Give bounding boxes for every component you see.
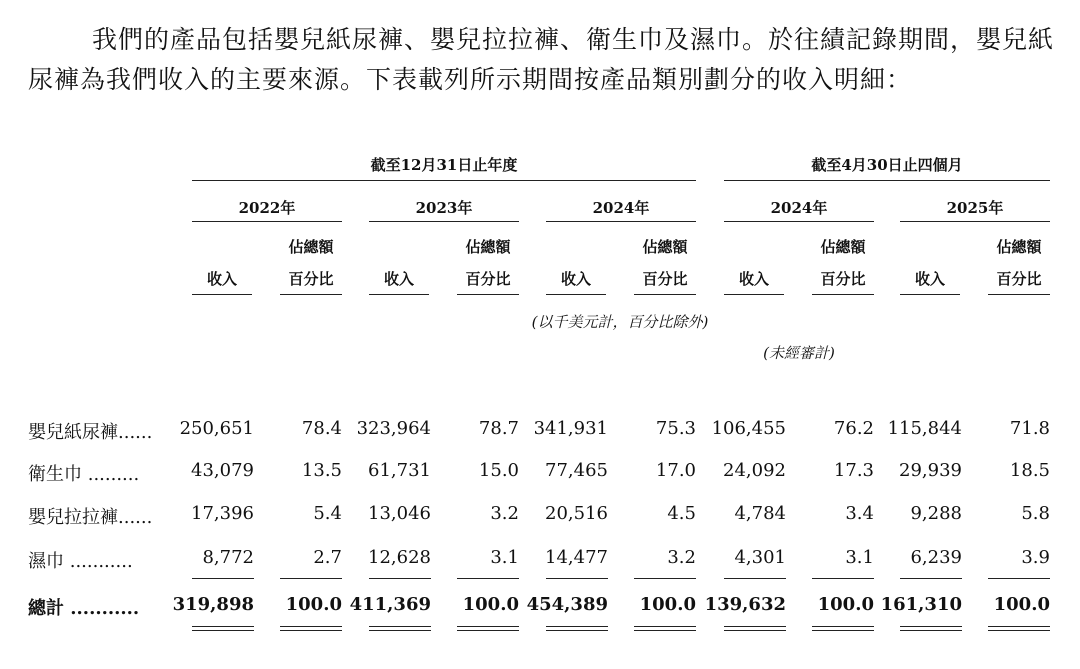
period-annual-header: 截至12月31日止年度 <box>370 156 518 174</box>
revenue-cell: 4,301 <box>734 547 786 568</box>
period-four-months-header: 截至4月30日止四個月 <box>811 156 963 174</box>
col-rule <box>812 294 874 295</box>
pct-cell: 15.0 <box>478 460 519 481</box>
total-revenue-cell: 454,389 <box>526 594 608 615</box>
year-rule <box>192 221 342 222</box>
year-header: 2024年 <box>592 199 650 217</box>
revenue-cell: 17,396 <box>191 503 254 524</box>
pct-cell: 17.3 <box>833 460 874 481</box>
col-pct-header-line2: 百分比 <box>465 270 511 288</box>
col-revenue-header: 收入 <box>738 270 769 288</box>
pct-cell: 2.7 <box>313 547 342 568</box>
col-pct-header-line1: 佔總額 <box>642 238 688 256</box>
col-pct-header-line2: 百分比 <box>820 270 866 288</box>
total-revenue-cell: 319,898 <box>172 594 254 615</box>
subtotal-rule <box>192 578 254 579</box>
year-header: 2022年 <box>238 199 296 217</box>
revenue-cell: 13,046 <box>368 503 431 524</box>
revenue-cell: 43,079 <box>191 460 254 481</box>
total-double-rule <box>900 626 962 631</box>
total-label: 總計 ........... <box>28 598 140 619</box>
pct-cell: 3.9 <box>1021 547 1050 568</box>
col-rule <box>192 294 252 295</box>
total-double-rule <box>546 626 608 631</box>
revenue-cell: 6,239 <box>910 547 962 568</box>
pct-cell: 3.1 <box>490 547 519 568</box>
col-revenue-header: 收入 <box>560 270 591 288</box>
pct-cell: 3.2 <box>667 547 696 568</box>
total-revenue-cell: 161,310 <box>880 594 962 615</box>
col-pct-header-line2: 百分比 <box>642 270 688 288</box>
period-four-months-rule <box>724 180 1050 181</box>
pct-cell: 5.8 <box>1021 503 1050 524</box>
total-double-rule <box>369 626 431 631</box>
row-label: 衛生巾 ......... <box>28 464 140 485</box>
subtotal-rule <box>988 578 1050 579</box>
unaudited-note: (未經審計) <box>763 344 835 362</box>
row-label: 嬰兒拉拉褲...... <box>28 507 153 528</box>
pct-cell: 78.7 <box>478 418 519 439</box>
revenue-cell: 115,844 <box>887 418 962 439</box>
year-header: 2025年 <box>946 199 1004 217</box>
year-rule <box>724 221 874 222</box>
revenue-cell: 106,455 <box>711 418 786 439</box>
col-pct-header-line1: 佔總額 <box>820 238 866 256</box>
col-rule <box>900 294 960 295</box>
subtotal-rule <box>280 578 342 579</box>
col-rule <box>280 294 342 295</box>
pct-cell: 5.4 <box>313 503 342 524</box>
subtotal-rule <box>369 578 431 579</box>
total-pct-cell: 100.0 <box>462 594 519 615</box>
total-pct-cell: 100.0 <box>817 594 874 615</box>
pct-cell: 18.5 <box>1009 460 1050 481</box>
col-rule <box>546 294 606 295</box>
revenue-cell: 4,784 <box>734 503 786 524</box>
col-revenue-header: 收入 <box>206 270 237 288</box>
subtotal-rule <box>900 578 962 579</box>
total-double-rule <box>724 626 786 631</box>
subtotal-rule <box>724 578 786 579</box>
col-rule <box>457 294 519 295</box>
revenue-cell: 12,628 <box>368 547 431 568</box>
revenue-cell: 24,092 <box>723 460 786 481</box>
total-double-rule <box>812 626 874 631</box>
pct-cell: 17.0 <box>655 460 696 481</box>
row-label: 嬰兒紙尿褲...... <box>28 422 153 443</box>
col-rule <box>724 294 784 295</box>
pct-cell: 75.3 <box>655 418 696 439</box>
pct-cell: 3.2 <box>490 503 519 524</box>
year-header: 2024年 <box>770 199 828 217</box>
total-pct-cell: 100.0 <box>639 594 696 615</box>
year-rule <box>369 221 519 222</box>
year-header: 2023年 <box>415 199 473 217</box>
col-rule <box>369 294 429 295</box>
total-double-rule <box>192 626 254 631</box>
revenue-cell: 9,288 <box>910 503 962 524</box>
col-rule <box>988 294 1050 295</box>
year-rule <box>900 221 1050 222</box>
revenue-cell: 77,465 <box>545 460 608 481</box>
pct-cell: 13.5 <box>301 460 342 481</box>
revenue-cell: 20,516 <box>545 503 608 524</box>
col-pct-header-line1: 佔總額 <box>288 238 334 256</box>
col-revenue-header: 收入 <box>914 270 945 288</box>
col-pct-header-line1: 佔總額 <box>996 238 1042 256</box>
revenue-cell: 14,477 <box>545 547 608 568</box>
total-double-rule <box>457 626 519 631</box>
total-double-rule <box>280 626 342 631</box>
revenue-cell: 8,772 <box>202 547 254 568</box>
subtotal-rule <box>457 578 519 579</box>
pct-cell: 71.8 <box>1009 418 1050 439</box>
total-revenue-cell: 411,369 <box>349 594 431 615</box>
revenue-cell: 323,964 <box>356 418 431 439</box>
subtotal-rule <box>546 578 608 579</box>
col-rule <box>634 294 696 295</box>
col-revenue-header: 收入 <box>383 270 414 288</box>
col-pct-header-line2: 百分比 <box>288 270 334 288</box>
revenue-cell: 341,931 <box>533 418 608 439</box>
total-double-rule <box>634 626 696 631</box>
col-pct-header-line2: 百分比 <box>996 270 1042 288</box>
intro-paragraph: 我們的產品包括嬰兒紙尿褲、嬰兒拉拉褲、衛生巾及濕巾。於往績記錄期間，嬰兒紙尿褲為我們收入的主要來源。下表載列所示期間按產品類別劃分的收入明細： <box>28 25 1055 94</box>
total-pct-cell: 100.0 <box>285 594 342 615</box>
pct-cell: 3.4 <box>845 503 874 524</box>
pct-cell: 78.4 <box>301 418 342 439</box>
subtotal-rule <box>812 578 874 579</box>
pct-cell: 76.2 <box>833 418 874 439</box>
total-double-rule <box>988 626 1050 631</box>
pct-cell: 4.5 <box>667 503 696 524</box>
total-pct-cell: 100.0 <box>993 594 1050 615</box>
col-pct-header-line1: 佔總額 <box>465 238 511 256</box>
revenue-cell: 61,731 <box>368 460 431 481</box>
period-annual-rule <box>192 180 696 181</box>
year-rule <box>546 221 696 222</box>
pct-cell: 3.1 <box>845 547 874 568</box>
revenue-cell: 29,939 <box>899 460 962 481</box>
unit-note: (以千美元計，百分比除外) <box>531 313 709 331</box>
total-revenue-cell: 139,632 <box>704 594 786 615</box>
row-label: 濕巾 ........... <box>28 551 133 572</box>
subtotal-rule <box>634 578 696 579</box>
revenue-cell: 250,651 <box>179 418 254 439</box>
